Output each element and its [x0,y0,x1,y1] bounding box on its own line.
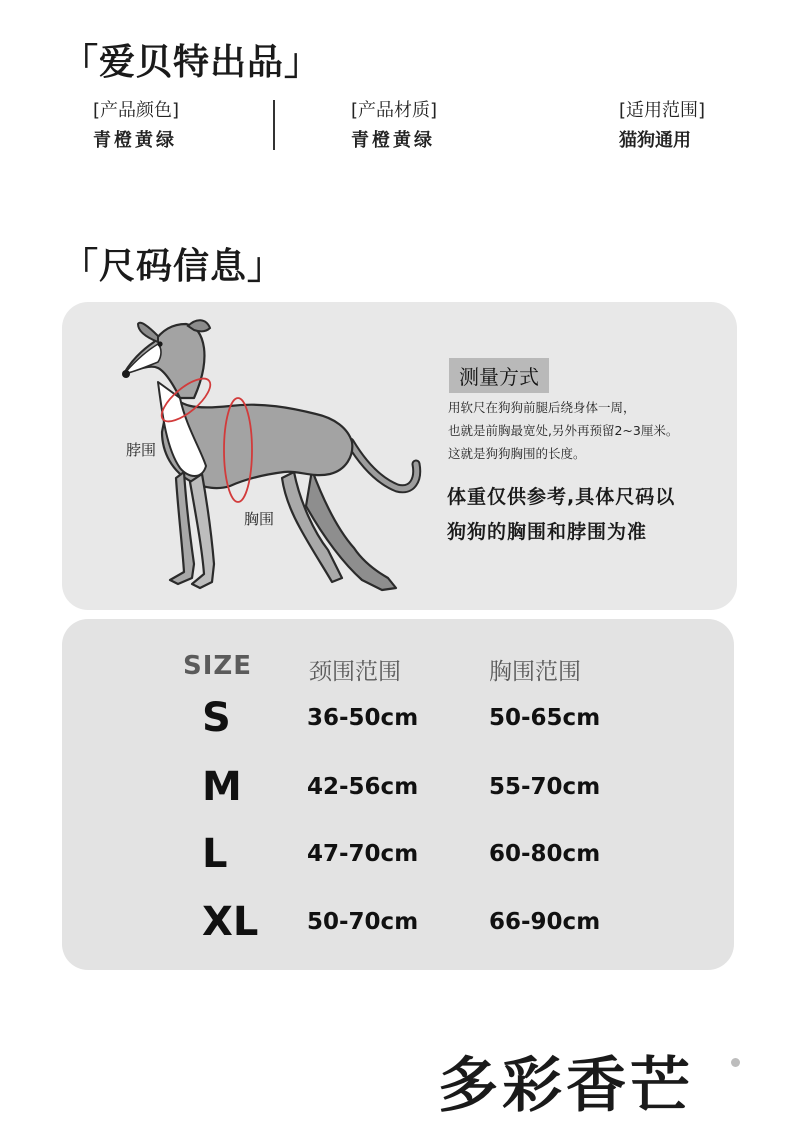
neck-cell: 50-70cm [307,909,419,935]
info-divider [273,100,275,150]
size-cell: S [202,695,231,741]
brand-title: 「爱贝特出品」 [62,42,322,83]
chest-label: 胸围 [244,510,275,528]
measurement-panel [62,302,737,610]
color-value: 青橙黄绿 [93,130,177,151]
size-info-title: 「尺码信息」 [62,246,285,287]
next-section-title: 多彩香芒 [438,1051,694,1121]
neck-cell: 47-70cm [307,841,419,867]
measure-line: 用软尺在狗狗前腿后绕身体一周， [448,400,636,415]
neck-cell: 36-50cm [307,705,419,731]
measure-line: 这就是狗狗胸围的长度。 [448,446,586,461]
eye-dot [157,341,162,346]
decorative-dot [731,1058,740,1067]
measure-method-badge: 测量方式 [449,358,549,393]
nose-dot [122,370,130,378]
size-cell: L [202,831,228,877]
material-value: 青橙黄绿 [351,130,435,151]
color-label: [产品颜色] [93,100,180,121]
material-info [351,96,437,156]
size-cell: M [202,764,242,810]
greyhound-illustration [62,302,442,610]
usage-info [619,96,705,156]
chest-cell: 60-80cm [489,841,601,867]
note-line: 狗狗的胸围和脖围为准 [447,521,648,543]
color-info [93,96,179,156]
size-cell: XL [202,899,259,945]
size-table [62,619,734,970]
size-header: SIZE [183,651,253,681]
material-label: [产品材质] [351,100,438,121]
chest-cell: 50-65cm [489,705,601,731]
chest-cell: 55-70cm [489,774,601,800]
chest-cell: 66-90cm [489,909,601,935]
chest-range-header: 胸围范围 [489,659,581,685]
usage-label: [适用范围] [619,100,706,121]
size-note [447,480,727,550]
note-line: 体重仅供参考,具体尺码以 [447,486,676,508]
neck-range-header: 颈围范围 [309,659,401,685]
neck-cell: 42-56cm [307,774,419,800]
usage-value: 猫狗通用 [619,130,691,151]
measure-line: 也就是前胸最宽处,另外再预留2~3厘米。 [448,423,679,438]
measure-description [448,396,718,465]
neck-label: 脖围 [126,441,157,459]
